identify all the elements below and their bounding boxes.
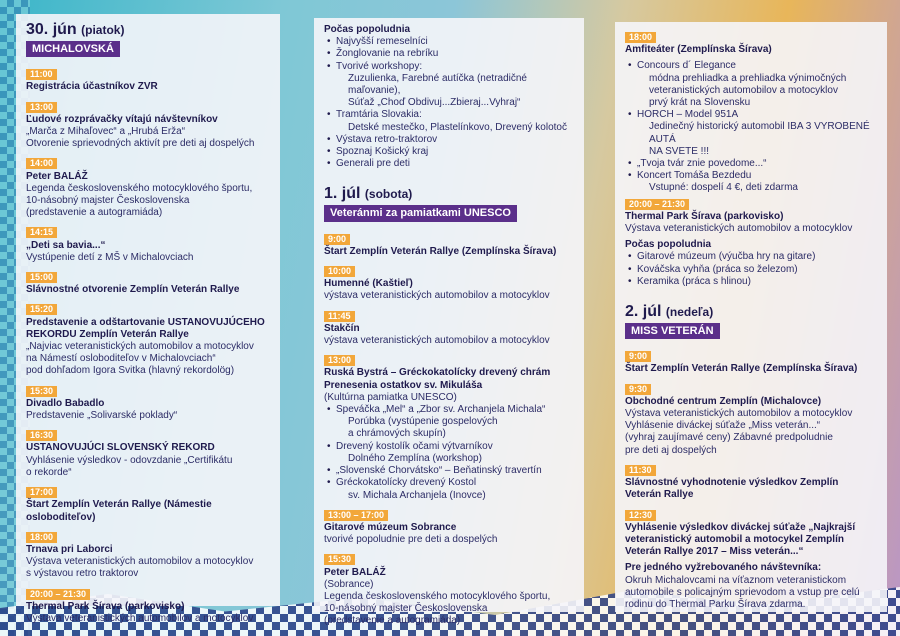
event-text: 10-násobný majster Československa: [324, 603, 488, 615]
event-text: pre deti aj dospelých: [625, 444, 717, 456]
list-item: [336, 61, 574, 110]
time-badge: 18:00: [625, 32, 656, 43]
schedule-item: [26, 300, 270, 377]
schedule-item: [26, 223, 270, 264]
time-badge: 18:00: [26, 532, 57, 543]
list-item: [336, 441, 574, 465]
column-day-1: [16, 14, 280, 624]
bystra-list: [324, 404, 574, 502]
time-badge: 14:15: [26, 227, 57, 238]
afternoon-heading: Počas popoludnia: [324, 24, 411, 35]
list-item: [336, 465, 574, 477]
day-weekday: (nedeľa): [665, 305, 714, 320]
schedule-item: [26, 98, 270, 151]
list-item-text: Žonglovanie na rebríku: [336, 48, 439, 60]
event-text: o rekorde“: [26, 466, 72, 478]
time-badge: 20:00 – 21:30: [26, 589, 90, 600]
list-item-detail: prvý krát na Slovensku: [649, 97, 751, 109]
time-badge: 20:00 – 21:30: [625, 199, 689, 210]
list-item-text: Gréckokatolícky drevený Kostol: [336, 477, 477, 489]
list-item: [336, 146, 574, 158]
day-heading: [324, 184, 574, 204]
schedule-item: [625, 347, 877, 375]
schedule-list: [625, 347, 877, 558]
schedule-item: [324, 307, 574, 348]
schedule-item: [324, 550, 574, 627]
event-title: Slávnostné otvorenie Zemplín Veterán Rallye: [26, 284, 240, 296]
list-item-detail: Porúbka (vystúpenie gospelových: [348, 416, 498, 428]
schedule-item: [324, 230, 574, 258]
list-item: [336, 48, 574, 60]
time-badge: 9:00: [324, 234, 350, 245]
event-text: (predstavenie a autogramiáda): [324, 615, 461, 627]
event-text: na Námestí osloboditeľov v Michalovciach“: [26, 353, 216, 365]
list-item-text: Drevený kostolík očami výtvarníkov: [336, 440, 493, 452]
list-item: [336, 477, 574, 501]
schedule-item: [625, 506, 877, 559]
schedule-item: [26, 528, 270, 581]
event-text: pod dohľadom Igora Svitka (hlavný rekordolög): [26, 365, 235, 377]
list-item-text: „Slovenské Chorvátsko“ – Beňatinský travertín: [336, 465, 542, 477]
list-item: [336, 158, 574, 170]
event-title: Štart Zemplín Veterán Rallye (Zemplínska Šírava): [324, 245, 557, 257]
time-badge: 15:20: [26, 304, 57, 315]
event-text: Výstava veteranistických automobilov a motocyklov: [26, 612, 254, 624]
schedule-item: [26, 426, 270, 479]
event-text: Výstava veteranistických automobilov a motocyklov: [625, 408, 853, 420]
event-text: Legenda československého motocyklového športu,: [324, 590, 551, 602]
list-item-detail: a chrámových skupín): [348, 428, 446, 440]
list-item: [637, 276, 877, 288]
event-title: Štart Zemplín Veterán Rallye (Zemplínska Šírava): [625, 363, 858, 375]
list-item: [637, 60, 877, 109]
list-item-detail: Vstupné: dospelí 4 €, deti zdarma: [649, 182, 798, 194]
event-title: Humenné (Kaštieľ): [324, 278, 413, 290]
event-text: Vyhlásenie diváckej súťaže „Miss veterán...“: [625, 420, 821, 432]
time-badge: 15:30: [26, 386, 57, 397]
event-title: Trnava pri Laborci: [26, 543, 113, 555]
event-title: Amfiteáter (Zemplínska Šírava): [625, 44, 772, 56]
schedule-item: [26, 65, 270, 93]
list-item-detail: Detské mestečko, Plastelínkovo, Drevený kolotoč: [348, 121, 567, 133]
list-item: [336, 109, 574, 133]
schedule-item: [26, 154, 270, 219]
event-title: Slávnostné vyhodnotenie výsledkov Zemplín Veterán Rallye: [625, 477, 839, 501]
schedule-item: [625, 28, 877, 56]
list-item-text: Tramtária Slovakia:: [336, 109, 422, 121]
event-text: „Najviac veteranistických automobilov a motocyklov: [26, 341, 254, 353]
list-item: [336, 404, 574, 441]
list-item-text: Výstava retro-traktorov: [336, 133, 438, 145]
day-date: 30. jún: [26, 21, 77, 38]
day-heading: [625, 302, 877, 322]
column-day-3: [615, 22, 887, 612]
schedule-item: [324, 262, 574, 303]
time-badge: 12:30: [625, 510, 656, 521]
event-text: Výstava veteranistických automobilov a motocyklov: [625, 223, 853, 235]
list-item-detail: módna prehliadka a prehliadka výnimočných: [649, 72, 847, 84]
event-text: Legenda československého motocyklového športu,: [26, 182, 253, 194]
list-item-detail: Súťaž „Choď Obdivuj...Zbieraj...Vyhraj“: [348, 97, 521, 109]
list-item-text: Generali pre deti: [336, 158, 410, 170]
column-day-2: [314, 18, 584, 627]
day-date: 1. júl: [324, 185, 361, 203]
event-title: Predstavenie a odštartovanie USTANOVUJÚCEHO REKORDU Zemplín Veterán Rallye: [26, 316, 265, 340]
time-badge: 15:30: [324, 554, 355, 565]
time-badge: 15:00: [26, 272, 57, 283]
event-title: Ľudové rozprávačky vítajú návštevníkov: [26, 113, 218, 125]
day-date: 2. júl: [625, 303, 662, 321]
event-title: Stakčín: [324, 322, 360, 334]
list-item-text: Gitarové múzeum (výučba hry na gitare): [637, 251, 816, 263]
event-title: „Deti sa bavia...“: [26, 239, 106, 251]
event-title: Thermal Park Šírava (parkovisko): [625, 210, 784, 222]
event-text: (Sobrance): [324, 578, 374, 590]
event-title: Vyhlásenie výsledkov diváckej súťaže „Najkrajší veteranistický automobil a motocykel Zemplín Veterán Rallye 2017 – Miss veterán...“: [625, 521, 856, 558]
schedule-list: [324, 230, 574, 628]
day-heading: [26, 20, 270, 40]
schedule-list-evening: [625, 28, 877, 56]
list-item-text: Najvyšší remeselníci: [336, 36, 428, 48]
event-title: Štart Zemplín Veterán Rallye (Námestie osloboditeľov): [26, 499, 212, 523]
time-badge: 13:00: [324, 355, 355, 366]
schedule-list: [26, 65, 270, 625]
event-text: (predstavenie a autogramiáda): [26, 207, 163, 219]
event-title: Ruská Bystrá – Gréckokatolícky drevený chrám Prenesenia ostatkov sv. Mikuláša: [324, 367, 551, 391]
event-title: Divadlo Babadlo: [26, 397, 105, 409]
list-item: [637, 109, 877, 158]
schedule-item: [324, 506, 574, 547]
list-item: [336, 134, 574, 146]
schedule-item: [625, 461, 877, 502]
afternoon-list: [625, 251, 877, 288]
list-item: [336, 36, 574, 48]
raffle-text: [625, 575, 877, 612]
afternoon-list: [324, 36, 574, 170]
time-badge: 11:30: [625, 465, 656, 476]
event-title: USTANOVUJÚCI SLOVENSKÝ REKORD: [26, 442, 215, 454]
event-text: Vyhlásenie výsledkov - odovzdanie „Certifikátu: [26, 454, 233, 466]
event-text: „Marča z Mihaľovec“ a „Hrubá Erža“: [26, 126, 186, 138]
event-text: výstava veteranistických automobilov a motocyklov: [324, 290, 550, 302]
time-badge: 16:30: [26, 430, 57, 441]
time-badge: 13:00 – 17:00: [324, 510, 388, 521]
event-title: Thermal Park Šírava (parkovisko): [26, 600, 185, 612]
list-item-detail: Jedinečný historický automobil IBA 3 VYROBENÉ AUTÁ: [649, 121, 870, 145]
day-banner: MICHALOVSKÁ: [26, 41, 120, 57]
raffle-line: rodinu do Thermal Parku Šírava zdarma.: [625, 598, 806, 610]
list-item-detail: NA SVETE !!!: [649, 145, 710, 157]
list-item: [637, 264, 877, 276]
time-badge: 11:45: [324, 311, 355, 322]
list-item-detail: veteranistických automobilov a motocyklov: [649, 84, 838, 96]
list-item-detail: Zuzulienka, Farebné autíčka (netradičné maľovanie),: [348, 72, 527, 97]
schedule-item: [26, 483, 270, 524]
raffle-line: Okruh Michalovcami na víťaznom veteranistickom: [625, 574, 847, 586]
event-text: tvorivé popoludnie pre deti a dospelých: [324, 534, 498, 546]
time-badge: 9:30: [625, 384, 651, 395]
list-item-detail: Dolného Zemplína (workshop): [348, 452, 482, 464]
schedule-item: [625, 380, 877, 457]
event-text: Predstavenie „Solivarské poklady“: [26, 410, 178, 422]
schedule-item: [26, 382, 270, 423]
list-item-text: HORCH – Model 951A: [637, 109, 739, 121]
list-item-text: Spoznaj Košický kraj: [336, 146, 429, 158]
list-item-text: Kováčska vyhňa (práca so železom): [637, 263, 798, 275]
schedule-item: [26, 268, 270, 296]
time-badge: 11:00: [26, 69, 57, 80]
event-title: Peter BALÁŽ: [324, 566, 386, 578]
list-item-text: Concours d´ Elegance: [637, 60, 736, 72]
time-badge: 14:00: [26, 158, 57, 169]
schedule-item: [26, 585, 270, 626]
raffle-line: automobile s policajným sprievodom a vstup pre celú: [625, 586, 860, 598]
day-banner: MISS VETERÁN: [625, 323, 720, 339]
list-item: [637, 170, 877, 194]
event-title: Registrácia účastníkov ZVR: [26, 81, 158, 93]
event-text: Otvorenie sprievodných aktivít pre deti aj dospelých: [26, 138, 255, 150]
list-item-text: Koncert Tomáša Bezdedu: [637, 170, 752, 182]
list-item-text: Speváčka „Mel“ a „Zbor sv. Archanjela Michala“: [336, 404, 546, 416]
amphitheatre-list: [625, 60, 877, 194]
event-text: s výstavou retro traktorov: [26, 568, 139, 580]
event-text: výstava veteranistických automobilov a motocyklov: [324, 335, 550, 347]
event-text: (Kultúrna pamiatka UNESCO): [324, 391, 457, 403]
list-item: [637, 158, 877, 170]
list-item: [637, 251, 877, 263]
event-text: Vystúpenie detí z MŠ v Michalovciach: [26, 251, 194, 263]
event-text: Výstava veteranistických automobilov a motocyklov: [26, 556, 254, 568]
time-badge: 9:00: [625, 351, 651, 362]
time-badge: 10:00: [324, 266, 355, 277]
event-title: Peter BALÁŽ: [26, 170, 88, 182]
day-weekday: (piatok): [81, 23, 125, 37]
raffle-heading: Pre jedného vyžrebovaného návštevníka:: [625, 562, 822, 574]
event-text: 10-násobný majster Československa: [26, 195, 190, 207]
list-item-text: „Tvoja tvár znie povedome...“: [637, 158, 767, 170]
event-text: (vyhraj zaujímavé ceny) Zábavné predpoludnie: [625, 432, 833, 444]
list-item-detail: sv. Michala Archanjela (Inovce): [348, 489, 486, 501]
list-item-text: Keramika (práca s hlinou): [637, 275, 751, 287]
time-badge: 13:00: [26, 102, 57, 113]
event-title: Gitarové múzeum Sobrance: [324, 521, 457, 533]
time-badge: 17:00: [26, 487, 57, 498]
day-weekday: (sobota): [364, 187, 413, 202]
schedule-item: [324, 351, 574, 501]
event-title: Obchodné centrum Zemplín (Michalovce): [625, 395, 822, 407]
day-banner: Veteránmi za pamiatkami UNESCO: [324, 205, 517, 221]
afternoon-heading: Počas popoludnia: [625, 239, 712, 251]
list-item-text: Tvorivé workshopy:: [336, 60, 423, 72]
